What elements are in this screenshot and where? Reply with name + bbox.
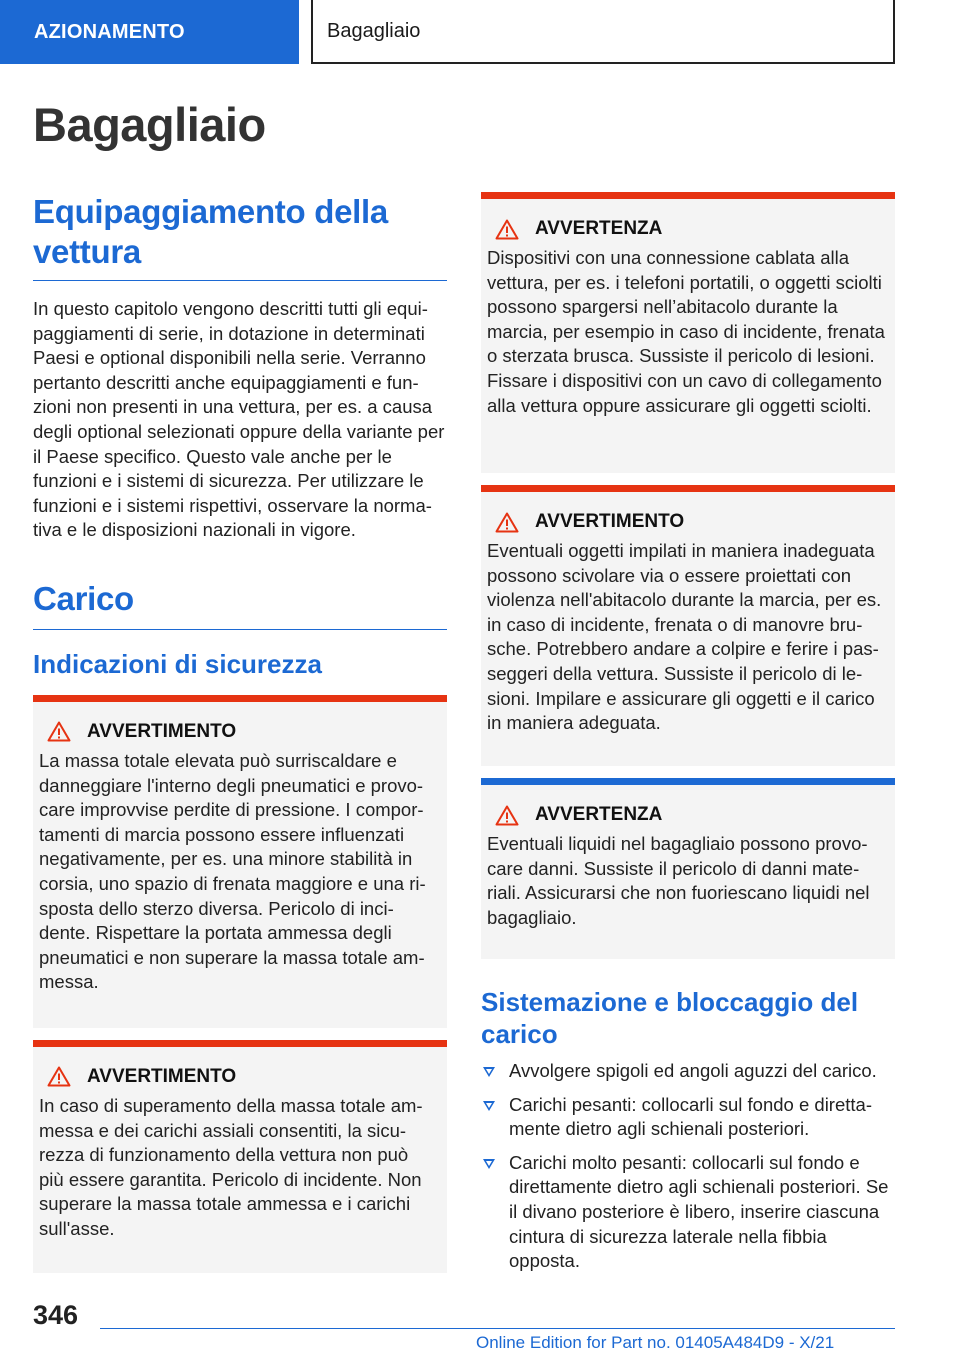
warning-text: In caso di superamento della massa totale ammessa e dei carichi assiali consentiti, la sicurezza di funzionamento della vettura non può più essere garantita. Pericolo di incidente. Non superare la massa totale ammessa e i carichi sull'asse. bbox=[39, 1094, 423, 1239]
left-column bbox=[33, 192, 447, 1273]
warning-title bbox=[487, 511, 885, 533]
warning-label: AVVERTIMENTO bbox=[87, 720, 237, 742]
warning-text: Dispositivi con una connessione cablata alla vettura, per es. i telefoni portatili, o oggetti sciolti possono spargersi nell’abitacolo durante la marcia, per esempio in caso di incidente, frenata o sterzata brusca. Sussiste il pericolo di lesioni. Fissare i dispositivi con un cavo di collegamento alla vettura oppure assicurare gli oggetti sciolti. bbox=[487, 247, 885, 416]
warning-title bbox=[487, 804, 885, 826]
warning-box-axle-load bbox=[33, 1040, 447, 1273]
warning-text: Eventuali liquidi nel bagagliaio possono provocare danni. Sussiste il pericolo di danni materiali. Assicurarsi che non fuoriescano liquidi nel bagagliaio. bbox=[487, 833, 870, 928]
right-column bbox=[481, 192, 895, 1283]
warning-box-stacked-objects bbox=[481, 485, 895, 766]
stowing-list bbox=[481, 1059, 895, 1274]
section-header bbox=[0, 0, 299, 64]
warning-triangle-icon bbox=[47, 721, 71, 742]
warning-triangle-icon bbox=[495, 219, 519, 240]
equipment-heading: Equipaggiamento della vettura bbox=[33, 192, 447, 281]
footer-divider bbox=[100, 1328, 895, 1329]
footer-edition: Online Edition for Part no. 01405A484D9 - X/21 bbox=[476, 1333, 835, 1352]
breadcrumb bbox=[311, 0, 895, 64]
warning-label: AVVERTIMENTO bbox=[535, 511, 685, 532]
warning-triangle-icon bbox=[47, 1066, 71, 1087]
bullet-triangle-icon bbox=[483, 1101, 495, 1111]
warning-box-devices bbox=[481, 192, 895, 473]
section-label: AZIONAMENTO bbox=[34, 20, 185, 43]
load-heading: Carico bbox=[33, 579, 447, 630]
bullet-triangle-icon bbox=[483, 1159, 495, 1169]
bullet-triangle-icon bbox=[483, 1067, 495, 1077]
list-item-text: Avvolgere spigoli ed angoli aguzzi del carico. bbox=[509, 1060, 877, 1081]
notice-box-liquids bbox=[481, 778, 895, 959]
list-item bbox=[481, 1151, 895, 1274]
equipment-text: In questo capitolo vengono descritti tutti gli equipaggiamenti di serie, in dotazione in determinati Paesi e optional disponibili nella serie. Verranno pertanto descritti anche equipaggiamenti e funzioni non presenti in una vettura, per es. a causa degli optional selezionati oppure della variante per il Paese specifico. Questo vale anche per le funzioni e i sistemi di sicurezza. Per utilizzare le funzioni e i sistemi rispettivi, osservare la normativa e le disposizioni nazionali in vigore. bbox=[33, 298, 445, 541]
warning-title bbox=[39, 1066, 437, 1088]
breadcrumb-label: Bagagliaio bbox=[327, 19, 421, 42]
list-item-text: Carichi pesanti: collocarli sul fondo e direttamente dietro agli schienali posteriori. bbox=[509, 1093, 872, 1140]
warning-text: Eventuali oggetti impilati in maniera inadeguata possono scivolare via o essere proiettati con violenza nell'abitacolo durante la marcia, per es. in caso di incidente, frenata o di manovre brusche. Potrebbero andare a colpire e ferire i passeggeri della vettura. Sussiste il pericolo di lesioni. Impilare e assicurare gli oggetti e il carico in maniera adeguata. bbox=[487, 540, 882, 734]
warning-triangle-icon bbox=[495, 512, 519, 533]
warning-label: AVVERTENZA bbox=[535, 218, 663, 239]
list-item bbox=[481, 1059, 895, 1084]
stowing-heading: Sistemazione e bloccaggio del carico bbox=[481, 987, 859, 1049]
warning-box-weight bbox=[33, 695, 447, 1028]
safety-heading: Indicazioni di sicurezza bbox=[33, 648, 322, 679]
list-item-text: Carichi molto pesanti: collocarli sul fondo e direttamente dietro agli schienali posteriori. Se il divano posteriore è libero, inserire ciascuna cintura di sicurezza laterale nella fibbia opposta. bbox=[509, 1151, 889, 1272]
warning-label: AVVERTENZA bbox=[535, 804, 663, 825]
list-item bbox=[481, 1093, 895, 1142]
warning-text: La massa totale elevata può surriscaldare e danneggiare l'interno degli pneumatici e provocare improvvise perdite di pressione. I comportamenti di marcia possono essere influenzati negativamente, per es. una minore stabilità in corsia, uno spazio di frenata maggiore e una risposta dello sterzo diversa. Pericolo di incidente. Rispettare la portata ammessa degli pneumatici e non superare la massa totale ammessa. bbox=[39, 749, 426, 993]
page-title: Bagagliaio bbox=[33, 98, 266, 151]
warning-title bbox=[39, 721, 437, 743]
page-number: 346 bbox=[33, 1300, 79, 1330]
warning-triangle-icon bbox=[495, 805, 519, 826]
warning-label: AVVERTIMENTO bbox=[87, 1065, 237, 1087]
warning-title bbox=[487, 218, 885, 240]
